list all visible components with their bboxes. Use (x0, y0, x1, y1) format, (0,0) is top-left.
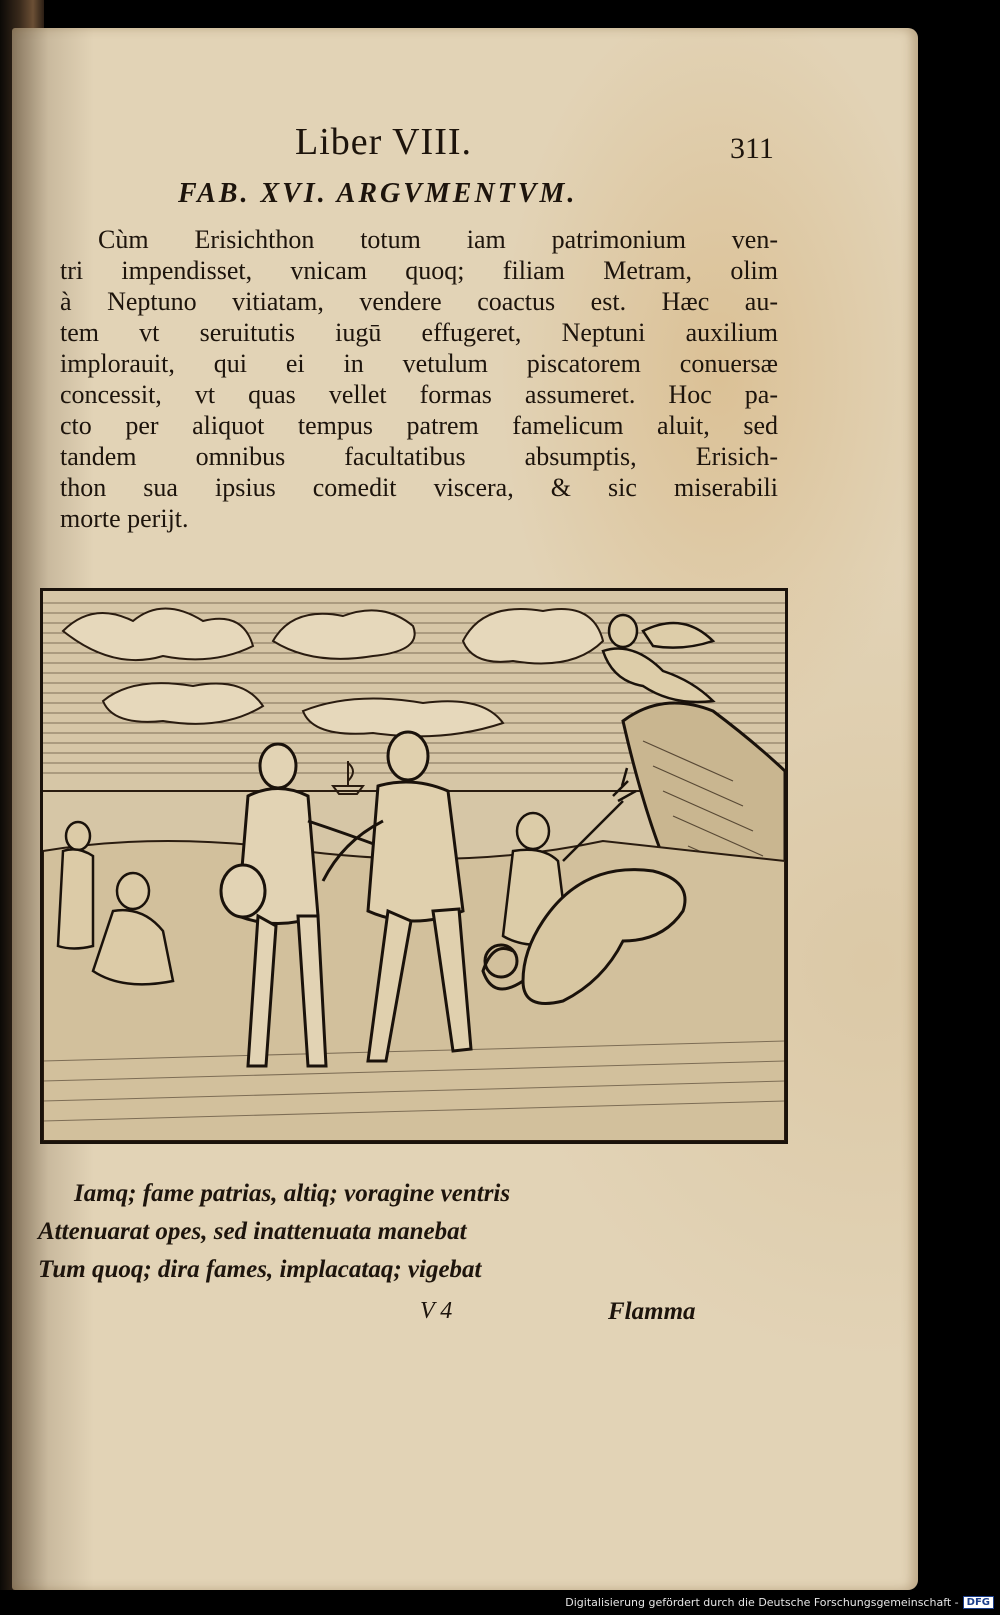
verse-line: Iamq; fame patrias, altiq; voragine ventris (74, 1180, 511, 1207)
verse-line: Attenuarat opes, sed inattenuata manebat (38, 1218, 467, 1245)
catchword: Flamma (608, 1298, 696, 1325)
footer-credit (565, 1593, 994, 1611)
argument-line: tandem omnibus facultatibus absumptis, Erisich- (60, 442, 778, 471)
verse-block (38, 1175, 678, 1289)
argument-line: cto per aliquot tempus patrem famelicum aluit, sed (60, 411, 778, 440)
argument-line: Cùm Erisichthon totum iam patrimonium ven- (98, 225, 778, 254)
argument-line: concessit, vt quas vellet formas assumeret. Hoc pa- (60, 380, 778, 409)
verse-line: Tum quoq; dira fames, implacataq; vigebat (38, 1256, 482, 1283)
woodcut-drawing (43, 591, 785, 1141)
running-head: Liber VIII. (295, 121, 473, 163)
woodcut-illustration (40, 588, 788, 1144)
argument-line: implorauit, qui ei in vetulum piscatorem conuersæ (60, 349, 778, 378)
footer-text: Digitalisierung gefördert durch die Deutsche Forschungsgemeinschaft - (565, 1595, 959, 1609)
fable-title: FAB. XVI. ARGVMENTVM. (178, 178, 578, 209)
argument-line: tem vt seruitutis iugū effugeret, Neptuni auxilium (60, 318, 778, 347)
page-number: 311 (730, 132, 774, 165)
argument-line: à Neptuno vitiatam, vendere coactus est. Hæc au- (60, 287, 778, 316)
argument-line: thon sua ipsius comedit viscera, & sic miserabili (60, 473, 778, 502)
signature-mark: V 4 (420, 1298, 453, 1324)
dfg-logo: DFG (963, 1596, 994, 1609)
argument-line: morte perijt. (60, 504, 189, 533)
argument-line: tri impendisset, vnicam quoq; filiam Metram, olim (60, 256, 778, 285)
argument-paragraph (60, 224, 778, 534)
